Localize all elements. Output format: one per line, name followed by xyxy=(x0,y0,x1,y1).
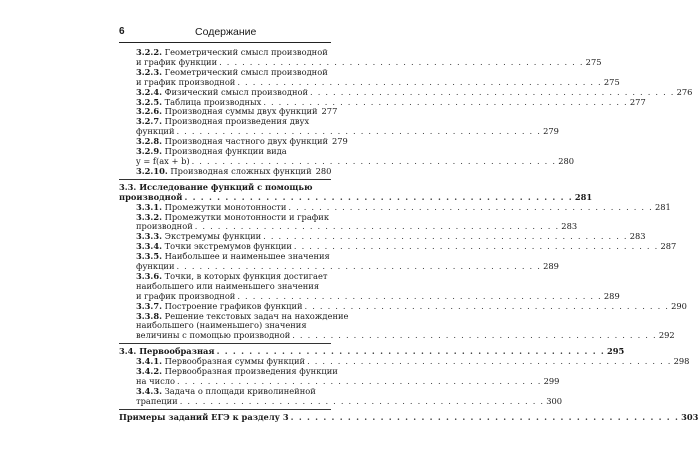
leader-dots: . . . . . . . . . . . . . . . . . . . . . . . . . . . . . . . . . . . . . . . . . . . . . . . . xyxy=(290,411,680,422)
toc-entry[interactable] xyxy=(119,211,578,233)
toc-entry[interactable] xyxy=(119,201,671,213)
toc-entry-number: 3.4.2. xyxy=(136,366,162,377)
toc-entry[interactable] xyxy=(119,366,560,387)
toc-entry-title: наибольшего или наименьшего значения xyxy=(136,280,320,291)
toc-entry-title: y = f(ax + b) xyxy=(136,155,190,166)
toc-entry-title: функции xyxy=(136,261,175,272)
toc-line xyxy=(136,395,563,407)
toc-entry-title: Геометрический смысл производной xyxy=(164,66,328,77)
toc-page-number: 283 xyxy=(561,221,578,232)
toc-entry-title: на число xyxy=(136,376,176,386)
toc-entry-title: производной xyxy=(136,221,193,232)
leader-dots: . . . . . . . . . . . . . . . . . . . . . . . . . . . . . . . . . . . . . . . . . . . . . . . . xyxy=(184,191,573,202)
toc-entry[interactable] xyxy=(119,385,563,407)
toc-line xyxy=(136,201,671,213)
toc-entry[interactable] xyxy=(119,310,675,342)
toc-entry-title: и график функции xyxy=(136,56,218,67)
toc-entry-number: 3.2.6. xyxy=(136,106,162,117)
toc-entry-title: наибольшего (наименьшего) значения xyxy=(136,320,307,331)
toc-entry-title: величины с помощью производной xyxy=(136,330,291,341)
section-rule xyxy=(119,179,331,180)
toc-page-number: 303 xyxy=(681,411,698,422)
leader-dots: . . . . . . . . . . . . . . . . . . . . . . . . . . . . . . . . . . . . . . . . . . . . . . . . xyxy=(292,330,657,341)
toc-entry-number: 3.2.7. xyxy=(136,116,162,127)
leader-dots: . . . . . . . . . . . . . . . . . . . . . . . . . . . . . . . . . . . . . . . . . . . . . . . . xyxy=(237,76,602,87)
toc-entry[interactable] xyxy=(119,411,698,423)
header-rule xyxy=(119,42,331,43)
toc-entry-title: трапеции xyxy=(136,395,178,406)
toc-entry-title: Геометрический смысл производной xyxy=(164,47,328,57)
toc-entry-title: Экстремумы функции xyxy=(164,231,262,242)
toc-entry[interactable] xyxy=(119,116,559,137)
leader-dots: . . . . . . . . . . . . . . . . . . . . . . . . . . . . . . . . . . . . . . . . . . . . . . . . xyxy=(263,96,628,107)
toc-entry-number: 3.3.2. xyxy=(136,211,162,222)
table-of-contents xyxy=(119,47,698,423)
toc-entry-title: Физический смысл производной xyxy=(164,86,309,97)
toc-entry-number: 3.3.1. xyxy=(136,201,162,212)
toc-page-number: 280 xyxy=(315,165,332,176)
toc-entry-number: 3.2.4. xyxy=(136,86,162,97)
toc-entry-title: Промежутки монотонности и график xyxy=(164,211,330,222)
toc-entry[interactable] xyxy=(119,47,602,68)
toc-page-number: 279 xyxy=(543,126,559,137)
toc-entry-title: Примеры заданий ЕГЭ к разделу 3 xyxy=(119,411,289,422)
leader-dots: . . . . . . . . . . . . . . . . . . . . . . . . . . . . . . . . . . . . . . . . . . . . . . . . xyxy=(310,86,675,97)
toc-entry-number: 3.2.2. xyxy=(136,47,162,57)
toc-entry-number: 3.3.7. xyxy=(136,300,162,311)
toc-entry-title: Первообразная суммы функций xyxy=(164,356,306,367)
toc-entry-number: 3.3. xyxy=(119,181,137,192)
toc-entry-title: функций xyxy=(136,126,175,137)
running-head: Содержание xyxy=(195,26,257,38)
toc-page-number: 292 xyxy=(658,330,675,341)
toc-entry-title: и график производной xyxy=(136,290,236,301)
leader-dots: . . . . . . . . . . . . . . . . . . . . . . . . . . . . . . . . . . . . . . . . . . . . . . . . xyxy=(237,290,602,301)
toc-page-number: 300 xyxy=(546,395,563,406)
leader-dots: . . . . . . . . . . . . . . . . . . . . . . . . . . . . . . . . . . . . . . . . . . . . . . . . xyxy=(219,56,584,67)
toc-entry-number: 3.3.6. xyxy=(136,270,162,281)
toc-entry-title: Наибольшее и наименьшее значения xyxy=(164,251,330,262)
toc-entry-number: 3.2.8. xyxy=(136,136,162,147)
toc-page-number: 277 xyxy=(629,96,646,107)
toc-entry-number: 3.3.5. xyxy=(136,251,162,262)
toc-entry-number: 3.2.9. xyxy=(136,146,162,157)
toc-entry-number: 3.4.3. xyxy=(136,385,162,396)
toc-page-number: 298 xyxy=(673,356,690,367)
toc-entry[interactable] xyxy=(119,66,620,88)
toc-entry-number: 3.3.3. xyxy=(136,231,162,242)
leader-dots: . . . . . . . . . . . . . . . . . . . . . . . . . . . . . . . . . . . . . . . . . . . . . . . . xyxy=(194,221,560,232)
toc-page-number: 283 xyxy=(629,231,646,242)
toc-entry[interactable] xyxy=(119,270,620,302)
toc-page-number: 290 xyxy=(671,300,687,311)
toc-page-number: 289 xyxy=(603,290,620,301)
toc-entry-title: Точки экстремумов функции xyxy=(164,241,292,252)
toc-entry-number: 3.2.10. xyxy=(136,165,168,176)
leader-dots: . . . . . . . . . . . . . . . . . . . . . . . . . . . . . . . . . . . . . . . . . . . . . . . . xyxy=(263,231,628,242)
page-header xyxy=(0,26,450,42)
toc-page-number: 281 xyxy=(654,201,671,212)
toc-entry-number: 3.2.3. xyxy=(136,66,162,77)
section-rule xyxy=(119,343,331,344)
toc-page-number: 281 xyxy=(574,191,593,202)
toc-page-number: 276 xyxy=(676,86,693,97)
toc-line xyxy=(136,330,675,341)
leader-dots: . . . . . . . . . . . . . . . . . . . . . . . . . . . . . . . . . . . . . . . . . . . . . . . . xyxy=(176,126,542,137)
toc-entry-number: 3.3.8. xyxy=(136,310,162,321)
toc-page-number: 280 xyxy=(558,155,575,166)
leader-dots: . . . . . . . . . . . . . . . . . . . . . . . . . . . . . . . . . . . . . . . . . . . . . . . . xyxy=(191,155,557,166)
toc-entry-number: 3.2.5. xyxy=(136,96,162,107)
toc-entry-title: Точки, в которых функция достигает xyxy=(164,270,328,281)
page-number: 6 xyxy=(119,26,125,37)
toc-entry-title: Производная произведения двух xyxy=(164,116,310,127)
leader-dots: . . . . . . . . . . . . . . . . . . . . . . . . . . . . . . . . . . . . . . . . . . . . . . . . xyxy=(304,300,670,311)
toc-entry-title: Производная сложных функций xyxy=(170,165,312,176)
toc-line xyxy=(119,411,698,423)
leader-dots: . . . . . . . . . . . . . . . . . . . . . . . . . . . . . . . . . . . . . . . . . . . . . . . . xyxy=(179,395,545,406)
toc-page-number: 277 xyxy=(321,106,338,117)
leader-dots: . . . . . . . . . . . . . . . . . . . . . . . . . . . . . . . . . . . . . . . . . . . . . . . . xyxy=(176,261,542,272)
toc-page-number: 275 xyxy=(603,76,620,87)
toc-entry-title: Промежутки монотонности xyxy=(164,201,287,212)
toc-entry-title: Производная суммы двух функций xyxy=(164,106,318,117)
toc-entry-title: Исследование функций с помощью xyxy=(139,181,313,192)
leader-dots: . . . . . . . . . . . . . . . . . . . . . . . . . . . . . . . . . . . . . . . . . . . . . . . . xyxy=(288,201,653,212)
toc-entry-title: Производная функции вида xyxy=(164,146,287,157)
toc-entry-title: Производная частного двух функций xyxy=(164,136,328,147)
toc-entry-number: 3.4.1. xyxy=(136,356,162,367)
toc-page-number: 275 xyxy=(585,56,602,67)
leader-dots: . . . . . . . . . . . . . . . . . . . . . . . . . . . . . . . . . . . . . . . . . . . . . . . . xyxy=(177,376,542,386)
toc-page-number: 299 xyxy=(543,376,560,386)
toc-entry[interactable] xyxy=(119,251,559,272)
toc-line xyxy=(136,167,331,177)
toc-entry[interactable] xyxy=(119,167,331,177)
toc-entry[interactable] xyxy=(119,146,575,167)
toc-page-number: 279 xyxy=(332,136,348,147)
leader-dots: . . . . . . . . . . . . . . . . . . . . . . . . . . . . . . . . . . . . . . . . . . . . . . . . xyxy=(293,241,659,252)
toc-entry-title: Первообразная xyxy=(139,346,215,357)
leader-dots: . . . . . . . . . . . . . . . . . . . . . . . . . . . . . . . . . . . . . . . . . . . . . . . . xyxy=(216,346,605,357)
toc-entry-title: Первообразная произведения функции xyxy=(164,366,338,377)
toc-entry-title: Задача о площади криволинейной xyxy=(164,385,316,396)
toc-entry-title: и график производной xyxy=(136,76,236,87)
toc-entry-title: Решение текстовых задач на нахождение xyxy=(164,310,349,321)
toc-entry-number: 3.4. xyxy=(119,346,137,357)
toc-page-number: 287 xyxy=(660,241,677,252)
toc-entry-title: Таблица производных xyxy=(164,96,262,107)
toc-page-number: 289 xyxy=(543,261,559,272)
toc-page-number: 295 xyxy=(606,346,625,357)
leader-dots: . . . . . . . . . . . . . . . . . . . . . . . . . . . . . . . . . . . . . . . . . . . . . . . . xyxy=(307,356,672,367)
section-rule xyxy=(119,409,331,410)
toc-entry-title: Построение графиков функций xyxy=(164,300,303,311)
toc-entry-title: производной xyxy=(119,191,183,202)
toc-entry[interactable] xyxy=(119,181,593,203)
toc-entry-number: 3.3.4. xyxy=(136,241,162,252)
